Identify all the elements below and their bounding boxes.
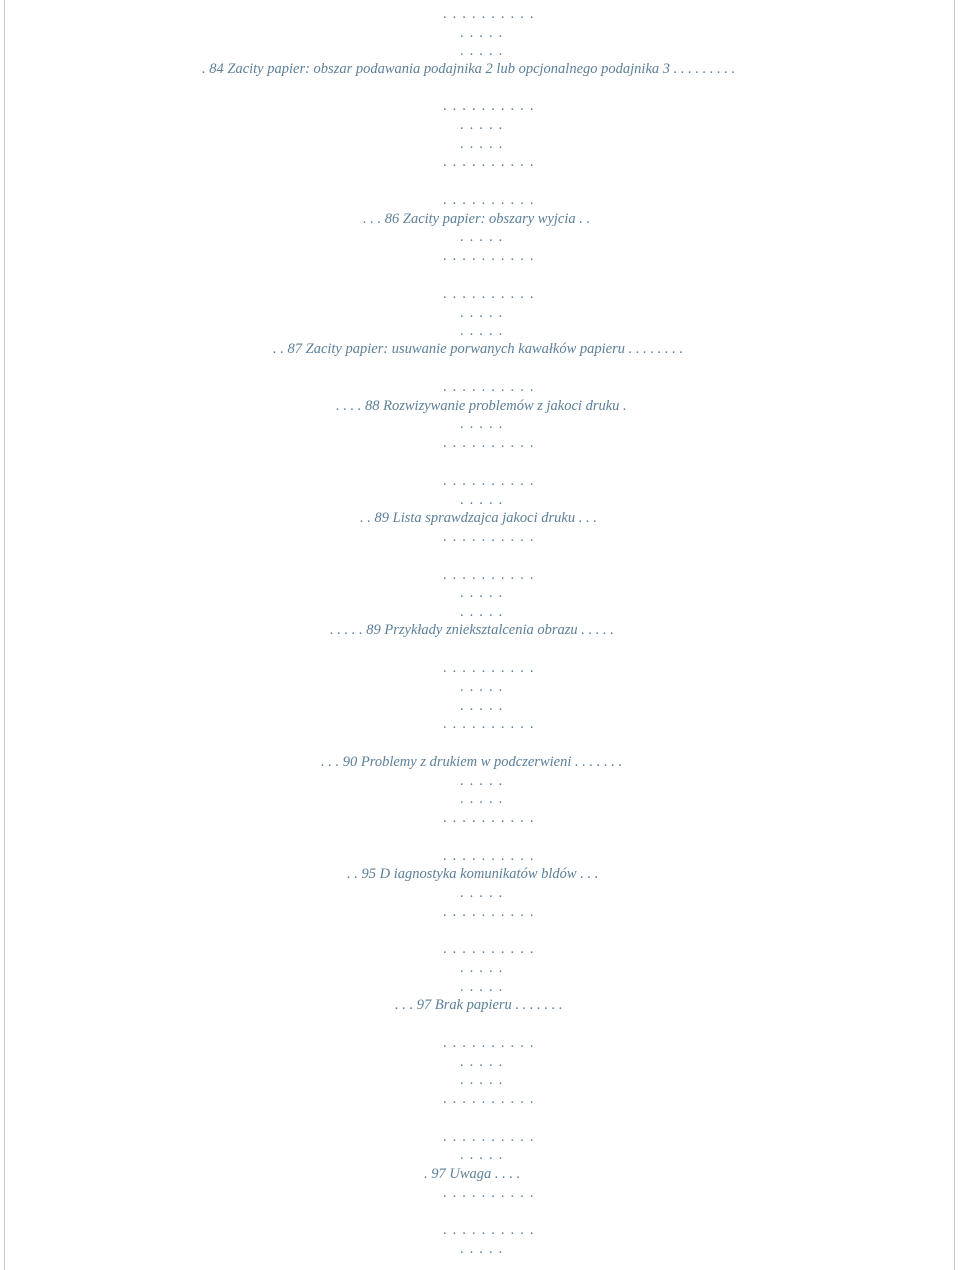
toc-leader: . . . . . [460, 604, 504, 620]
toc-leader: . . . . . [460, 585, 504, 601]
toc-leader: . . . . . . . . . . [443, 848, 535, 864]
toc-leader: . . . . . . . . . . [443, 904, 535, 920]
toc-entry[interactable]: . 97 Uwaga . . . . [424, 1166, 521, 1182]
toc-leader: . . . . . [460, 43, 504, 59]
toc-entry[interactable]: . . 87 Zacity papier: usuwanie porwanych kawałków papieru . . . . . . . . [273, 341, 683, 357]
toc-leader: . . . . . . . . . . [443, 248, 535, 264]
toc-leader: . . . . . [460, 492, 504, 508]
toc-leader: . . . . . . . . . . [443, 1091, 535, 1107]
toc-leader: . . . . . [460, 1147, 504, 1163]
toc-leader: . . . . . [460, 323, 504, 339]
toc-leader: . . . . . [460, 229, 504, 245]
toc-entry[interactable]: . . . 97 Brak papieru . . . . . . . [395, 997, 563, 1013]
toc-leader: . . . . . [460, 960, 504, 976]
toc-leader: . . . . . . . . . . [443, 1222, 535, 1238]
toc-leader: . . . . . [460, 1054, 504, 1070]
toc-leader: . . . . . . . . . . [443, 154, 535, 170]
toc-leader: . . . . . . . . . . [443, 98, 535, 114]
toc-leader: . . . . . [460, 305, 504, 321]
toc-leader: . . . . . . . . . . [443, 473, 535, 489]
toc-leader: . . . . . [460, 25, 504, 41]
toc-leader: . . . . . [460, 979, 504, 995]
toc-leader: . . . . . . . . . . [443, 529, 535, 545]
toc-leader: . . . . . [460, 1241, 504, 1257]
toc-leader: . . . . . . . . . . [443, 6, 535, 22]
toc-leader: . . . . . . . . . . [443, 941, 535, 957]
toc-leader: . . . . . . . . . . [443, 1129, 535, 1145]
toc-entry[interactable]: . . 89 Lista sprawdzajca jakoci druku . . . [360, 510, 597, 526]
toc-entry[interactable]: . 84 Zacity papier: obszar podawania podajnika 2 lub opcjonalnego podajnika 3 . . . . . . . . . [202, 61, 736, 77]
toc-entry[interactable]: . . . 90 Problemy z drukiem w podczerwieni . . . . . . . [321, 754, 623, 770]
page-frame [4, 0, 955, 1270]
toc-leader: . . . . . [460, 698, 504, 714]
toc-leader: . . . . . . . . . . [443, 660, 535, 676]
toc-leader: . . . . . . . . . . [443, 567, 535, 583]
toc-leader: . . . . . . . . . . [443, 379, 535, 395]
toc-leader: . . . . . [460, 117, 504, 133]
toc-entry[interactable]: . . . . . 89 Przykłady znieksztalcenia obrazu . . . . . [330, 622, 614, 638]
toc-leader: . . . . . . . . . . [443, 1185, 535, 1201]
toc-leader: . . . . . [460, 416, 504, 432]
toc-leader: . . . . . . . . . . [443, 192, 535, 208]
toc-leader: . . . . . [460, 791, 504, 807]
toc-leader: . . . . . [460, 679, 504, 695]
toc-leader: . . . . . . . . . . [443, 810, 535, 826]
toc-entry[interactable]: . . . . 88 Rozwizywanie problemów z jakoci druku . [336, 398, 627, 414]
toc-leader: . . . . . [460, 885, 504, 901]
toc-leader: . . . . . . . . . . [443, 286, 535, 302]
toc-entry[interactable]: . . 95 D iagnostyka komunikatów bldów . . . [347, 866, 599, 882]
toc-leader: . . . . . . . . . . [443, 1035, 535, 1051]
toc-entry[interactable]: . . . 86 Zacity papier: obszary wyjcia . . [363, 211, 591, 227]
toc-leader: . . . . . [460, 773, 504, 789]
toc-leader: . . . . . [460, 1072, 504, 1088]
toc-leader: . . . . . . . . . . [443, 435, 535, 451]
toc-leader: . . . . . [460, 136, 504, 152]
toc-leader: . . . . . . . . . . [443, 716, 535, 732]
